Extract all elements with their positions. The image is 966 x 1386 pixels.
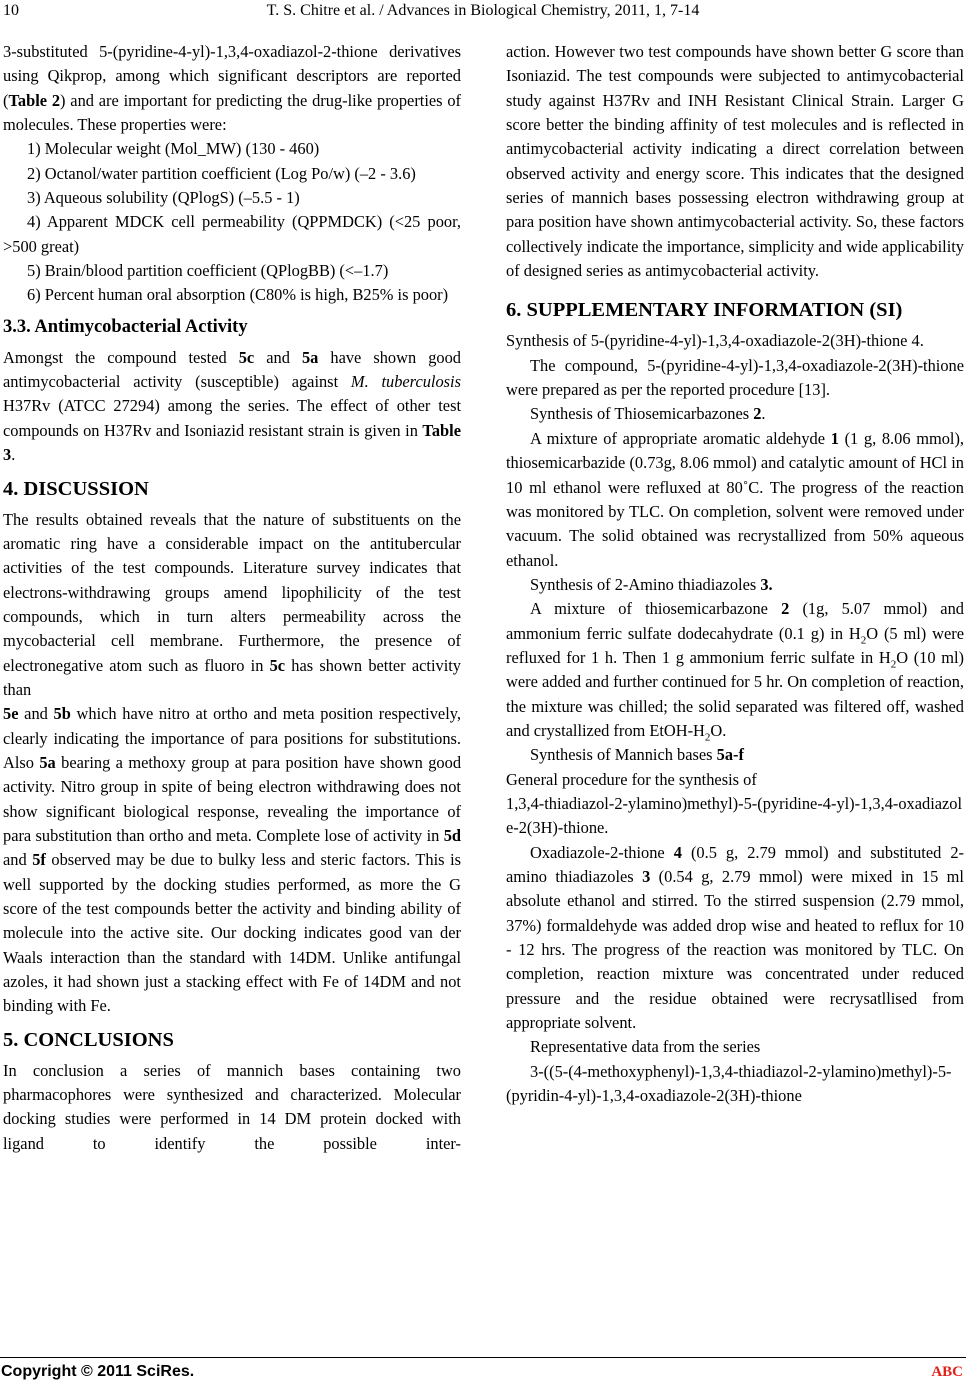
paragraph <box>506 40 964 283</box>
text-run: (1 g, 8.06 mmol), thiosemicarbazide (0.73g, 8.06 mmol) and catalytic amount of HCl in 10 ml ethanol were refluxed at 80˚C. The progress of the reaction was monitored by TLC. On completion, solvent were removed under vacuum. The solid obtained was recrystallized from 50% aqueous ethanol. <box>506 428 965 570</box>
subscript: 2 <box>704 731 711 744</box>
bold-reference: 5a <box>39 752 56 772</box>
bold-reference: 1 <box>830 428 839 448</box>
bold-reference: 5a <box>301 347 319 367</box>
paragraph <box>506 402 964 426</box>
text-run: 5) Brain/blood partition coefficient (QPlogBB) (<–1.7) <box>27 261 389 281</box>
paragraph <box>3 702 461 1018</box>
text-run: 3) Aqueous solubility (QPlogS) (–5.5 - 1) <box>27 188 300 208</box>
text-run: General procedure for the synthesis of <box>506 769 757 789</box>
text-run: (1g, 5.07 mmol) and ammonium ferric sulfate dodecahydrate (0.1 g) in H <box>506 599 964 643</box>
text-run: and <box>18 704 54 724</box>
paragraph <box>506 743 964 767</box>
left-column <box>3 40 461 1156</box>
text-run: 2) Octanol/water partition coefficient (Log Po/w) (–2 - 3.6) <box>27 163 416 183</box>
paragraph <box>506 329 964 353</box>
text-run: O. <box>710 720 727 740</box>
bold-reference: 5c <box>269 655 286 675</box>
text-run: H37Rv (ATCC 27294) among the series. The effect of other test compounds on H37Rv and Isoniazid resistant strain is given in <box>3 396 461 440</box>
paragraph <box>3 508 461 703</box>
text-run: 3-substituted 5-(pyridine-4-yl)-1,3,4-oxadiazol-2-thione derivatives using Qikprop, among which significant descriptors are reported ( <box>3 42 461 110</box>
text-run: 6) Percent human oral absorption (C80% is high, B25% is poor) <box>27 285 449 305</box>
paragraph <box>506 354 964 403</box>
paragraph <box>3 186 461 210</box>
paragraph <box>3 210 461 259</box>
text-run: . <box>761 404 766 424</box>
text-run: and <box>3 850 33 870</box>
running-header <box>3 2 963 24</box>
subscript: 2 <box>890 658 897 671</box>
text-run: A mixture of appropriate aromatic aldehyde <box>530 428 831 448</box>
text-run: observed may be due to bulky less and steric factors. This is well supported by the docking studies performed, as more the G score of the test compounds better the activity and binding ability of molecule into the active site. Our docking indicates good van der Waals interaction than the standard with 14DM. Unlike antifungal azoles, it had shown just a stacking effect with Fe of 14DM and not binding with Fe. <box>3 850 462 1016</box>
text-run: has shown better activity than <box>3 655 461 699</box>
right-column <box>506 40 964 1108</box>
subscript: 2 <box>860 633 867 646</box>
paragraph <box>506 1060 964 1109</box>
bold-reference: 5b <box>53 704 71 724</box>
text-run: ) and are important for predicting the drug-like properties of molecules. These properties were: <box>3 90 461 135</box>
paragraph <box>506 427 964 573</box>
paragraph <box>3 259 461 283</box>
section-heading <box>3 314 461 340</box>
page-number: 10 <box>3 2 19 19</box>
bold-reference: 5f <box>32 850 46 870</box>
text-run: A mixture of thiosemicarbazone <box>530 599 782 619</box>
text-run: Synthesis of Thiosemicarbazones <box>530 404 754 424</box>
text-run: Amongst the compound tested <box>3 347 239 367</box>
text-run: (0.54 g, 2.79 mmol) were mixed in 15 ml absolute ethanol and stirred. To the stirred suspension (2.79 mmol, 37%) formaldehyde was added drop wise and heated to reflux for 10 - 12 hrs. The progress of the reaction was monitored by TLC. On completion, reaction mixture was concentrated under reduced pressure and the residue obtained were recrysatllised from appropriate solvent. <box>506 867 964 1033</box>
paragraph <box>506 792 964 841</box>
paragraph <box>3 1059 461 1156</box>
text-run: Oxadiazole-2-thione <box>530 842 674 862</box>
copyright-notice: Copyright © 2011 SciRes. <box>1 1363 195 1380</box>
paragraph <box>3 162 461 186</box>
text-run: In conclusion a series of mannich bases containing two pharmacophores were synthesized and characterized. Molecular docking studies were performed in 14 DM protein docked with ligand to identify the possible inter- <box>3 1060 461 1153</box>
text-run: bearing a methoxy group at para position have shown good activity. Nitro group in spite of being electron withdrawing does not show significant biological response, revealing the importance of para substitution than ortho and meta. Complete lose of activity in <box>3 752 462 845</box>
text-run: 4. DISCUSSION <box>3 477 149 500</box>
text-run: (0.5 g, 2.79 mmol) and substituted 2-amino thiadiazoles <box>506 842 964 886</box>
paragraph <box>3 283 461 307</box>
text-run: 3-((5-(4-methoxyphenyl)-1,3,4-thiadiazol-2-ylamino)methyl)-5-(pyridin-4-yl)-1,3,4-oxadiazole-2(3H)-thione <box>506 1061 952 1106</box>
text-run: O (5 ml) were refluxed for 1 h. Then 1 g ammonium ferric sulfate in H <box>506 623 964 667</box>
bold-reference: 5c <box>238 347 255 367</box>
bold-reference: 5a-f <box>716 745 744 765</box>
running-title: T. S. Chitre et al. / Advances in Biological Chemistry, 2011, 1, 7-14 <box>266 2 700 19</box>
text-run: which have nitro at ortho and meta position respectively, clearly indicating the importance of para positions for substitutions. Also <box>3 704 461 772</box>
paragraph <box>506 841 964 1036</box>
text-run: The results obtained reveals that the nature of substituents on the aromatic ring have a considerable impact on the antitubercular activities of the test compounds. Literature survey indicates that electrons-withdrawing groups amend lipophilicity of the test compounds, which in turn alters permeability across the mycobacterial cell membrane. Furthermore, the presence of electronegative atom such as fluoro in <box>3 509 461 675</box>
section-heading <box>506 297 964 323</box>
text-run: 5. CONCLUSIONS <box>3 1028 174 1051</box>
bold-reference: 4 <box>673 842 682 862</box>
journal-logo: ABC <box>931 1364 963 1380</box>
text-run: 6. SUPPLEMENTARY INFORMATION (SI) <box>506 299 903 322</box>
text-run: 1) Molecular weight (Mol_MW) (130 - 460) <box>27 139 320 159</box>
text-run: Synthesis of Mannich bases <box>530 745 717 765</box>
bold-reference: 3 <box>642 867 651 886</box>
text-run: . <box>11 445 16 465</box>
text-run: Synthesis of 2-Amino thiadiazoles <box>530 574 761 594</box>
section-heading <box>3 476 461 502</box>
paragraph <box>506 1035 964 1059</box>
paragraph <box>3 137 461 161</box>
bold-reference: 5d <box>443 825 461 845</box>
text-run: action. However two test compounds have shown better G score than Isoniazid. The test compounds were subjected to antimycobacterial study against H37Rv and INH Resistant Clinical Strain. Larger G score better the binding affinity of test molecules and is reflected in antimycobacterial activity indicating a direct correlation between observed activity and energy score. This indicates that the designed series of mannich bases possessing electron withdrawing group at para position have shown antimycobacterial activity. So, these factors collectively indicate the importance, simplicity and wide applicability of designed series as antimycobacterial activity. <box>506 42 964 281</box>
bold-reference: 2 <box>753 404 762 424</box>
footer-divider <box>0 1357 966 1358</box>
paragraph <box>3 40 461 137</box>
section-heading <box>3 1027 461 1053</box>
bold-reference: 5e <box>3 704 19 724</box>
text-run: O (10 ml) were added and further continued for 5 hr. On completion of reaction, the mixture was chilled; the solid separated was filtered off, washed and crystallized from EtOH-H <box>506 647 964 740</box>
bold-reference: Table 3 <box>3 420 461 465</box>
paragraph <box>506 573 964 597</box>
text-run: 1,3,4-thiadiazol-2-ylamino)methyl)-5-(pyridine-4-yl)-1,3,4-oxadiazole-2(3H)-thione. <box>506 793 963 838</box>
text-run: Synthesis of 5-(pyridine-4-yl)-1,3,4-oxadiazole-2(3H)-thione 4. <box>506 331 924 351</box>
bold-reference: 3. <box>760 574 773 594</box>
text-run: The compound, 5-(pyridine-4-yl)-1,3,4-oxadiazole-2(3H)-thione were prepared as per the reported procedure [13]. <box>506 355 964 400</box>
text-run: have shown good antimycobacterial activity (susceptible) against <box>3 347 461 392</box>
paragraph <box>506 597 964 743</box>
paragraph <box>506 768 964 792</box>
bold-reference: Table 2 <box>8 90 61 110</box>
bold-reference: 2 <box>781 599 790 619</box>
text-run: 3.3. Antimycobacterial Activity <box>3 316 248 337</box>
text-run: and <box>254 347 302 367</box>
text-run: Representative data from the series <box>530 1037 761 1057</box>
italic-text: M. tuberculosis <box>350 372 461 392</box>
paragraph <box>3 346 461 468</box>
text-run: 4) Apparent MDCK cell permeability (QPPMDCK) (<25 poor, >500 great) <box>3 212 461 256</box>
